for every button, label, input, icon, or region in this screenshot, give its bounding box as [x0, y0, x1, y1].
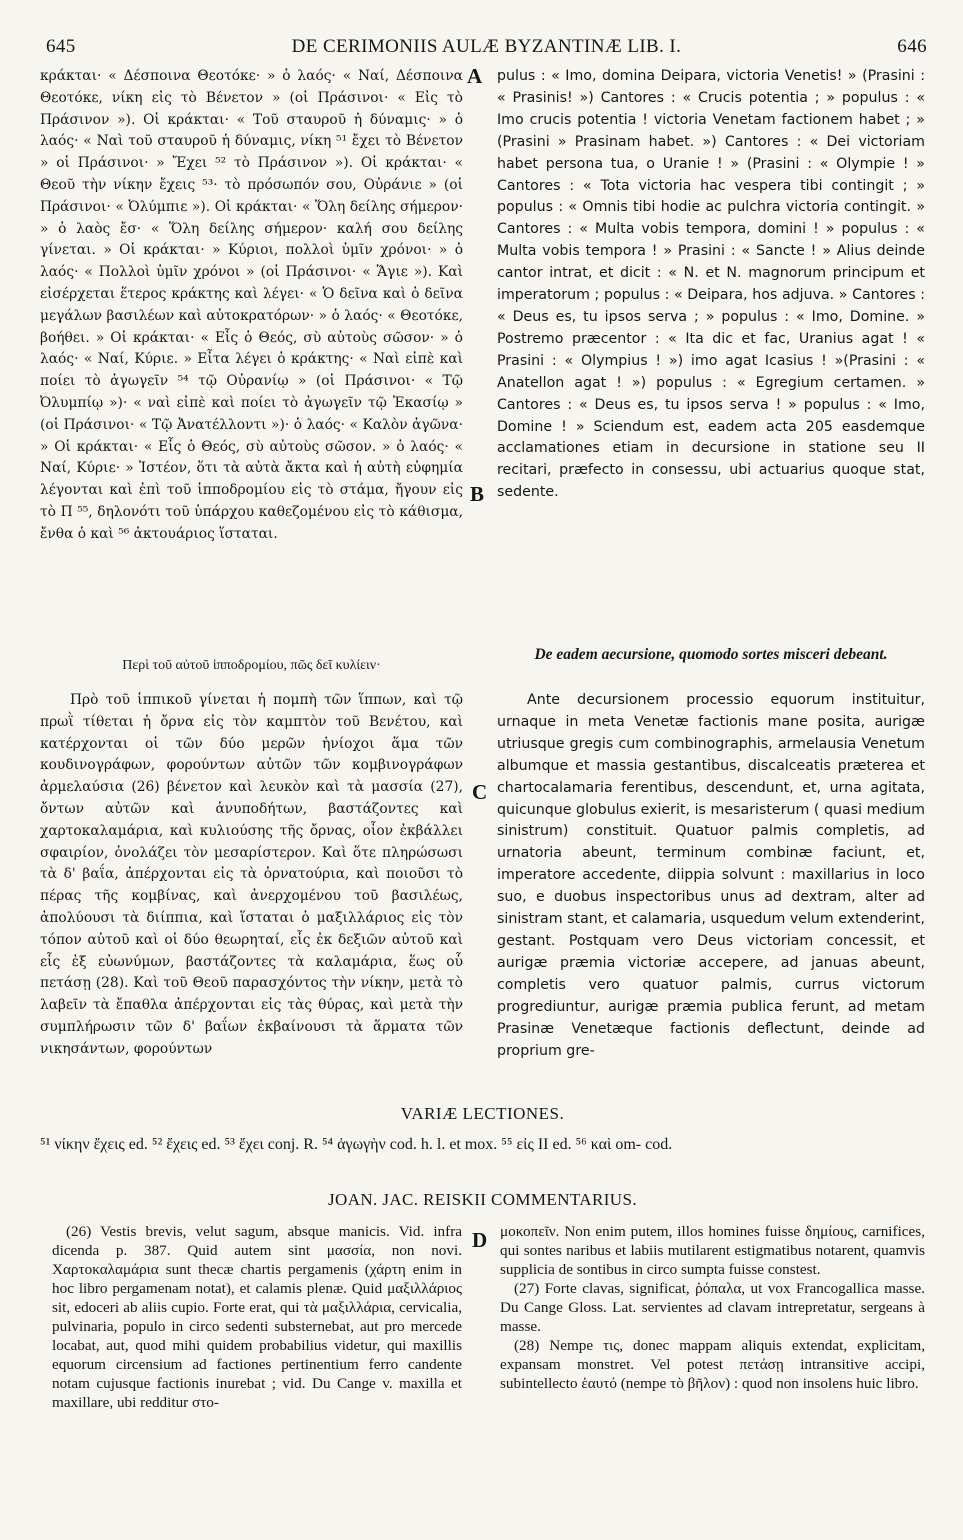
commentary-note-26: (26) Vestis brevis, velut sagum, absque manicis. Vid. infra dicenda p. 387. Quid autem sint μασσία, non novi. Χαρτοκαλαμάρια sunt thecæ chartis pergamenis (χάρτη enim in hoc libro pergamenam notat), et calamis plenæ. Quid μαξιλλάριος sit, edoceri ab aliis cupio. Forte erat, qui τὰ μαξιλλάρια, cervicalia, pulvinaria, populo in circo sedenti substernebat, aut pro mercede locabat, aut, quod mihi quidem probabilius videtur, qui maxillis equorum circensium ad factiones pertinentium ferro candente notam cujusque factionis inurebat ; vid. Du Cange v. maxilla et maxillare, ubi redditur στο-	[52, 1223, 462, 1411]
commentary-note-28: (28) Nempe τις, donec mappam aliquis extendat, explicitam, expansam monstret. Vel potest πετάσῃ intransitive accipi, subintellecto ἑαυτό (nempe τὸ βῆλον) : quod non insolens huic libro.	[500, 1337, 925, 1392]
section-marker-b: B	[470, 482, 485, 506]
commentary-note-27: (27) Forte clavas, significat, ῥόπαλα, ut vox Francogallica masse. Du Cange Gloss. Lat. servientes ad clavam intrepretatur, sergeans à masse.	[500, 1280, 925, 1335]
greek-subtitle: Περὶ τοῦ αὐτοῦ ἱπποδρομίου, πῶς δεῖ κυλίειν·	[122, 658, 381, 673]
commentary-note-26-continued: μοκοπεῖν. Non enim putem, illos homines fuisse δημίους, carnifices, qui sontes naribus et labiis mutilarent estigmatibus notarent, quamvis supplicia de sontibus in circo sumpta fuisse constest.	[500, 1223, 925, 1278]
page-number-right: 646	[897, 36, 927, 57]
greek-text-top	[40, 66, 463, 652]
variae-lectiones-content: ⁵¹ νίκην ἔχεις ed. ⁵² ἔχεις ed. ⁵³ ἔχει conj. R. ⁵⁴ ἀγωγὴν cod. h. l. et mox. ⁵⁵ εἰς II ed. ⁵⁶ καὶ om- cod.	[40, 1136, 673, 1153]
variae-lectiones-heading: VARIÆ LECTIONES.	[400, 1104, 565, 1123]
page-number-left: 645	[46, 36, 76, 57]
latin-paragraph-bottom: Ante decursionem processio equorum instituitur, urnaque in meta Venetæ factionis mane posita, aurigæ utriusque gregis cum combinographis, armelausia Venetum albumque et massia gestantibus, discalceatis præterea et chartocalamaria ferentibus, descendunt, et, urna agitata, quicunque globulus exierit, is mesaristerum ( quasi medium sinistrum) constituit. Quatuor palmis completis, ad urnatoria abeunt, terminum combinæ faciunt, et, imperatore accedente, diippia solvunt : maxillarius in loco suo, e duobus inspectoribus unus ad dextram, alter ad sinistram stant, et calamaria, usquedum velum extenderint, gestant. Postquam vero Deus victoriam concessit, et aurigæ præmia victoriæ accepere, ad januas abeunt, completis vero quatuor palmis, currus victorum progrediuntur, aurigæ præmia publica ferunt, ad metam Prasinæ Venetæque factionis deflectunt, deinde ad proprium gre-	[497, 692, 925, 1059]
running-head	[46, 36, 927, 60]
commentary-left-column	[52, 1222, 462, 1456]
latin-subtitle: De eadem aecursione, quomodo sortes misceri debeant.	[534, 646, 888, 663]
greek-paragraph-bottom: Πρὸ τοῦ ἱππικοῦ γίνεται ἡ πομπὴ τῶν ἵππων, καὶ τῷ πρωῒ τίθεται ἡ ὄρνα εἰς τὸν καμπτὸν τοῦ Βενέτου, καὶ κατέρχονται οἱ τῶν δύο μερῶν ἡνίοχοι ἅμα τῶν κουδινογράφων, φορούντων αὐτῶν τῶν κομβινογράφων ἀρμελαύσια (26) βένετον καὶ λευκὸν καὶ τὰ μασσία (27), ὄντων αὐτῶν καὶ ἀνυποδήτων, βαστάζοντες καὶ χαρτοκαλαμάρια, καὶ κυλιούσης τῆς ὄρνας, οἷον ἐκβάλλει σφαιρίον, ὀνολάζει τὸν μεσαρίστερον. Καὶ ὅτε πληρώσωσι τὰ δ' βαΐα, ἀπέρχονται εἰς τὰ ὀρνατούρια, καὶ ποιοῦσι τὸ πέρας τῆς κομβίνας, καὶ ἀνερχομένου τοῦ βασιλέως, ἀπολύουσι τὰ διίππια, καὶ ἵσταται ὁ μαξιλλάριος εἰς τὸν τόπον αὐτοῦ καὶ οἱ δύο θεωρηταί, εἷς ἐκ δεξιῶν αὐτοῦ καὶ εἷς ἐξ εὐωνύμων, βαστάζοντες τὰ καλαμάρια, ἕως οὗ πετάσῃ (28). Καὶ τοῦ Θεοῦ παρασχόντος τὴν νίκην, μετὰ τὸ λαβεῖν τὰ ἔπαθλα ἀπέρχονται εἰς τὰς θύρας, καὶ μετὰ τὴν συμπλήρωσιν τῶν δ' βαΐων ἐκβαίνουσι τὰ ἅρματα τῶν νικησάντων, φορούντων	[40, 692, 463, 1057]
greek-text-bottom	[40, 690, 463, 1092]
commentary-right-column	[500, 1222, 925, 1456]
latin-paragraph-top: pulus : « Imo, domina Deipara, victoria Venetis! » (Prasini : « Prasinis! ») Cantores : « Crucis potentia ; » populus : « Imo crucis potentia ! victoria Venetam factionem habet ; » (Prasini » Prasinam habet. ») Cantores : « Dei victoriam habet persona tua, o Uranie ! » (Prasini : « Olympie ! » Cantores : « Tota victoria hac vespera tibi contingit ; » populus : « Omnis tibi hodie ac pulchra victoria contingit. » Cantores : « Multa vobis tempora, domini ! » populus : « Multa vobis tempora ! » Prasini : « Sancte ! » Alius deinde cantor intrat, et dicit : « N. et N. magnorum principum et imperatorum ; populus : « Deipara, hos adjuva. » Cantores : « Deus es, tu ipsos serva ; » populus : « Imo, Domine. » Postremo præcentor : « Ita dic et fac, Uranius agat ! « Prasini : « Olympius ! ») imo agat Icasius ! »(Prasini : « Anatellon agat ! ») populus : « Egregium certamen. » Cantores : « Deus es, tu ipsos serva ! » populus : « Imo, Domine ! » Sciendum est, eadem acta 205 easdemque acclamationes etiam in decursione in statione seu II recitari, præfecto in consessu, ubi actuarius quoque stat, sedente.	[497, 68, 925, 501]
commentary-heading: JOAN. JAC. REISKII COMMENTARIUS.	[328, 1190, 637, 1209]
running-title: DE CERIMONIIS AULÆ BYZANTINÆ LIB. I.	[291, 36, 682, 57]
latin-text-bottom	[497, 690, 925, 1092]
section-marker-a: A	[467, 64, 483, 88]
section-marker-d: D	[472, 1228, 488, 1252]
latin-text-top	[497, 66, 925, 612]
greek-paragraph-top: κράκται· « Δέσποινα Θεοτόκε· » ὁ λαός· « Ναί, Δέσποινα Θεοτόκε, νίκη εἰς τὸ Βένετον » (οἱ Πράσινοι· « Εἰς τὸ Πράσινον »). Οἱ κράκται· « Τοῦ σταυροῦ ἡ δύναμις· » ὁ λαός· « Ναὶ τοῦ σταυροῦ ἡ δύναμις, νίκη ⁵¹ ἔχει τὸ Βένετον » οἱ Πράσινοι· » Ἔχει ⁵² τὸ Πράσινον »). Οἱ κράκται· « Θεοῦ τὴν νίκην ἔχεις ⁵³· τὸ πρόσωπόν σου, Οὐράνιε » (οἱ Πράσινοι· « Ὀλύμπιε »). Οἱ κράκται· « Ὅλη δείλης σήμερον· » ὁ λαὸς ἔσ· « Ὅλη δείλης σήμερον· καλή σου δείλης γίνεται. » Οἱ κράκται· » Κύριοι, πολλοὶ ὑμῖν χρόνοι· » ὁ λαός· « Πολλοὶ ὑμῖν χρόνοι » (οἱ Πράσινοι· « Ἅγιε »). Καὶ εἰσέρχεται ἕτερος κράκτης καὶ λέγει· « Ὁ δεῖνα καὶ ὁ δεῖνα μεγάλων βασιλέων καὶ αὐτοκρατόρων· » ὁ λαός· « Θεοτόκε, βοήθει. » Οἱ κράκται· « Εἷς ὁ Θεός, σὺ αὐτοὺς σῶσον· » ὁ λαός· « Ναί, Κύριε. » Εἶτα λέγει ὁ κράκτης· « Ναὶ εἰπὲ καὶ ποίει τὸ ἀγωγεῖν ⁵⁴ τῷ Οὐρανίῳ » (οἱ Πράσινοι· « Τῷ Ὀλυμπίῳ »)· « ναὶ εἰπὲ καὶ ποίει τὸ ἀγωγεῖν τῷ Ἐκασίῳ » (οἱ Πράσινοι· « Τῷ Ἀνατέλλοντι »)· ὁ λαός· « Καλὸν ἀγῶνα· » Οἱ κράκται· « Εἷς ὁ Θεός, σὺ αὐτοὺς σῶσον. » ὁ λαός· « Ναί, Κύριε· » Ἰστέον, ὅτι τὰ αὐτὰ ἄκτα καὶ ἡ αὐτὴ εὐφημία λέγονται καὶ ἐπὶ τοῦ ἱπποδρομίου εἰς τὸ στάμα, ἤγουν εἰς τὸ Π ⁵⁵, δηλονότι τοῦ ὑπάρχου καθεζομένου εἰς τὸ κάθισμα, ἔνθα ὁ καὶ ⁵⁶ ἀκτουάριος ἵσταται.	[40, 68, 463, 542]
section-marker-c: C	[472, 780, 488, 804]
variae-lectiones-text	[40, 1134, 925, 1182]
